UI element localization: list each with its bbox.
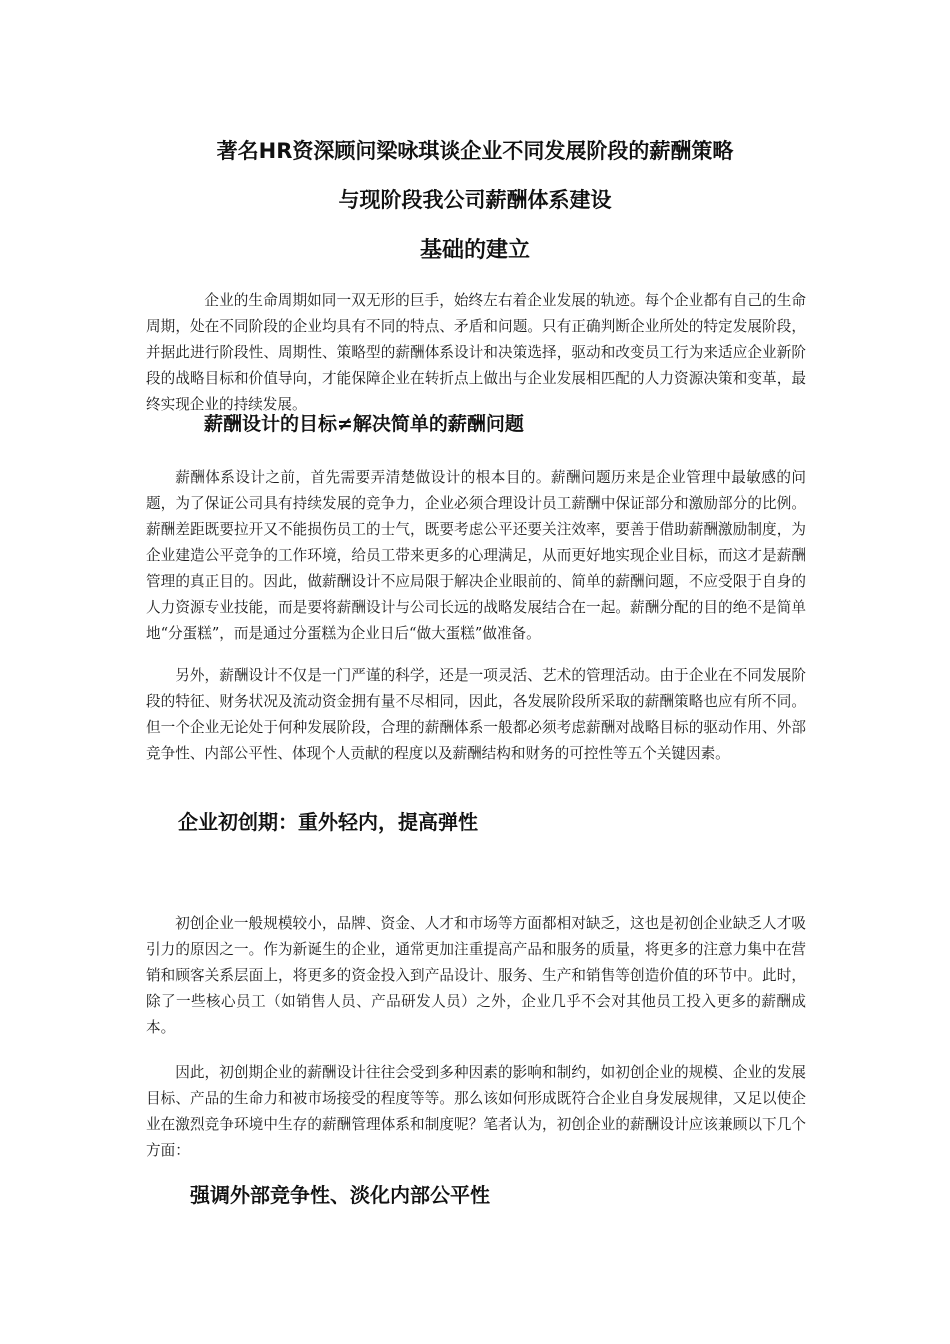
- section2-paragraph-1: 初创企业一般规模较小，品牌、资金、人才和市场等方面都相对缺乏，这也是初创企业缺乏人才吸引力的原因之一。作为新诞生的企业，通常更加注重提高产品和服务的质量，将更多的注意力集中在营销和顾客关系层面上，将更多的资金投入到产品设计、服务、生产和销售等创造价值的环节中。此时，除了一些核心员工（如销售人员、产品研发人员）之外，企业几乎不会对其他员工投入更多的薪酬成本。: [146, 914, 806, 1036]
- document-title-line-1: 著名HR资深顾问梁咏琪谈企业不同发展阶段的薪酬策略: [216, 139, 734, 163]
- section-heading-external-competitiveness: 强调外部竞争性、淡化内部公平性: [190, 1183, 490, 1207]
- section2-paragraph-2: 因此，初创期企业的薪酬设计往往会受到多种因素的影响和制约，如初创企业的规模、企业的发展目标、产品的生命力和被市场接受的程度等等。那么该如何形成既符合企业自身发展规律，又足以使企业在激烈竞争环境中生存的薪酬管理体系和制度呢？笔者认为，初创企业的薪酬设计应该兼顾以下几个方面：: [146, 1063, 806, 1159]
- intro-paragraph: 企业的生命周期如同一双无形的巨手，始终左右着企业发展的轨迹。每个企业都有自己的生命周期，处在不同阶段的企业均具有不同的特点、矛盾和问题。只有正确判断企业所处的特定发展阶段，并据此进行阶段性、周期性、策略型的薪酬体系设计和决策选择，驱动和改变员工行为来适应企业新阶段的战略目标和价值导向，才能保障企业在转折点上做出与企业发展相匹配的人力资源决策和变革，最终实现企业的持续发展。: [146, 291, 806, 413]
- section-heading-startup-stage: 企业初创期：重外轻内，提高弹性: [178, 810, 478, 834]
- section1-paragraph-2: 另外，薪酬设计不仅是一门严谨的科学，还是一项灵活、艺术的管理活动。由于企业在不同发展阶段的特征、财务状况及流动资金拥有量不尽相同，因此，各发展阶段所采取的薪酬策略也应有所不同。但一个企业无论处于何种发展阶段，合理的薪酬体系一般都必须考虑薪酬对战略目标的驱动作用、外部竞争性、内部公平性、体现个人贡献的程度以及薪酬结构和财务的可控性等五个关键因素。: [146, 666, 806, 762]
- section1-paragraph-1: 薪酬体系设计之前，首先需要弄清楚做设计的根本目的。薪酬问题历来是企业管理中最敏感的问题，为了保证公司具有持续发展的竞争力，企业必须合理设计员工薪酬中保证部分和激励部分的比例。薪酬差距既要拉开又不能损伤员工的士气，既要考虑公平还要关注效率，要善于借助薪酬激励制度，为企业建造公平竞争的工作环境，给员工带来更多的心理满足，从而更好地实现企业目标，而这才是薪酬管理的真正目的。因此，做薪酬设计不应局限于解决企业眼前的、简单的薪酬问题，不应受限于自身的人力资源专业技能，而是要将薪酬设计与公司长远的战略发展结合在一起。薪酬分配的目的绝不是简单地“分蛋糕”，而是通过分蛋糕为企业日后“做大蛋糕”做准备。: [146, 468, 806, 642]
- section-heading-salary-goal: 薪酬设计的目标≠解决简单的薪酬问题: [204, 413, 524, 435]
- document-title-line-3: 基础的建立: [419, 238, 530, 263]
- document-title-line-2: 与现阶段我公司薪酬体系建设: [338, 188, 612, 212]
